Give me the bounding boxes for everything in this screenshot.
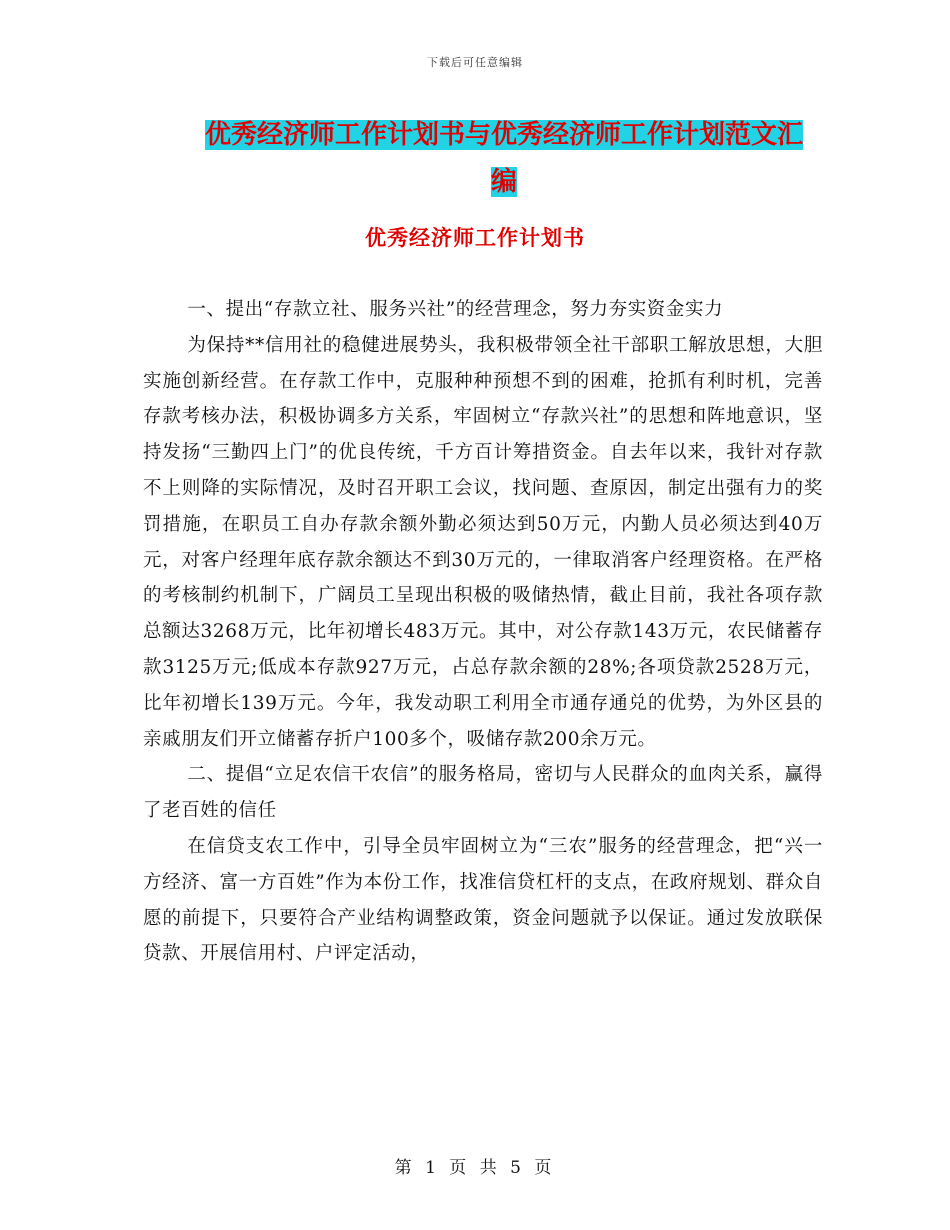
paragraph-body-2: 在信贷支农工作中，引导全员牢固树立为“三农”服务的经营理念，把“兴一方经济、富一方百姓”作为本份工作，找准信贷杠杆的支点，在政府规划、群众自愿的前提下，只要符合产业结构调整政策，资金问题就予以保证。通过发放联保贷款、开展信用村、户评定活动，	[143, 835, 823, 965]
paragraph-heading-2: 二、提倡“立足农信干农信”的服务格局，密切与人民群众的血肉关系，赢得了老百姓的信任	[143, 764, 823, 822]
document-body	[143, 292, 823, 972]
document-title-text: 优秀经济师工作计划书与优秀经济师工作计划范文汇编	[204, 120, 803, 197]
document-title	[194, 112, 814, 206]
page-header-note: 下载后可任意编辑	[427, 56, 523, 69]
section-title: 优秀经济师工作计划书	[365, 226, 585, 250]
paragraph-body-1: 为保持**信用社的稳健进展势头，我积极带领全社干部职工解放思想，大胆实施创新经营。在存款工作中，克服种种预想不到的困难，抢抓有利时机，完善存款考核办法，积极协调多方关系，牢固树立“存款兴社”的思想和阵地意识，坚持发扬“三勤四上门”的优良传统，千方百计筹措资金。自去年以来，我针对存款不上则降的实际情况，及时召开职工会议，找问题、查原因，制定出强有力的奖罚措施，在职员工自办存款余额外勤必须达到50万元，内勤人员必须达到40万元，对客户经理年底存款余额达不到30万元的，一律取消客户经理资格。在严格的考核制约机制下，广阔员工呈现出积极的吸储热情，截止目前，我社各项存款总额达3268万元，比年初增长483万元。其中，对公存款143万元，农民储蓄存款3125万元;低成本存款927万元，占总存款余额的28%;各项贷款2528万元，比年初增长139万元。今年，我发动职工利用全市通存通兑的优势，为外区县的亲戚朋友们开立储蓄存折户100多个，吸储存款200余万元。	[143, 334, 823, 750]
paragraph-heading-1: 一、提出“存款立社、服务兴社”的经营理念，努力夯实资金实力	[187, 299, 724, 320]
page-number: 第 1 页 共 5 页	[394, 1158, 556, 1178]
